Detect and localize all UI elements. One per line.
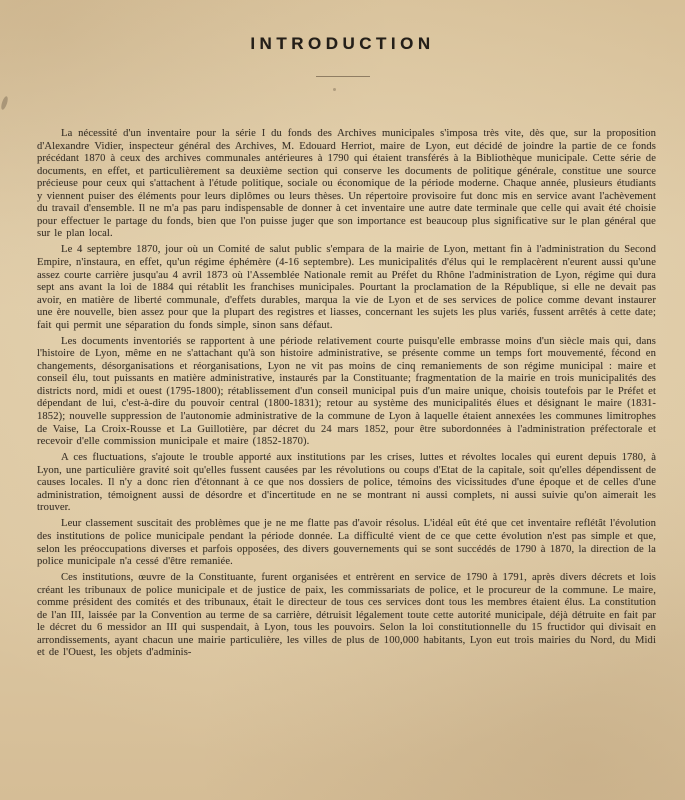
paragraph-5: Leur classement suscitait des problèmes que je ne me flatte pas d'avoir résolus. L'idéal eût été que cet inventaire reflétât l'évolution des institutions de police municipale pendant la période donnée. La difficulté vient de ce que cette évolution n'est pas simple et que, selon les préoccupations diverses et parfois opposées, des divers gouvernements qui se sont succédés de 1790 à 1870, la direction de la police municipale n'a cessé d'être remaniée. — [37, 518, 656, 568]
scan-artifact — [333, 88, 336, 91]
page-title: INTRODUCTION — [250, 34, 435, 53]
paragraph-1: La nécessité d'un inventaire pour la série I du fonds des Archives municipales s'imposa très vite, dès que, sur la proposition d'Alexandre Vidier, inspecteur général des Archives, M. Edouard Herriot, maire de Lyon, eut décidé de joindre la partie de ce fonds précédant 1870 à ceux des archives communales antérieures à 1790 qui étaient transférés à la Bibliothèque municipale. Cette série de documents, en effet, et particulièrement sa deuxième section qui conserve les documents de politique générale, constitue une source précieuse pour ceux qui s'attachent à l'étude politique, sociale ou économique de la période moderne. Chaque année, plusieurs étudiants y viennent puiser des éléments pour leurs diplômes ou leurs thèses. Un répertoire provisoire fut donc mis en service avant l'achèvement du travail d'ensemble. Il ne m'a pas paru indispensable de donner à cet inventaire une autre date terminale que celle qui avait été choisie pour effectuer le partage du fonds, bien que l'on puisse juger que son importance est beaucoup plus significative sur le plan général que sur le plan local. — [37, 128, 656, 240]
paragraph-6: Ces institutions, œuvre de la Constituante, furent organisées et entrèrent en service de 1790 à 1791, après divers décrets et lois créant les tribunaux de police municipale et de justice de paix, les commissariats de police, et le procureur de la commune. Le maire, comme président des comités et des tribunaux, était le directeur de tous ces services dont tous les membres étaient élus. La constitution de l'an III, laissée par la Convention au terme de sa carrière, détruisit légalement toute cette autorité municipale, déjà détruite en fait par le décret du 6 messidor an III qui suspendait, à Lyon, tous les pouvoirs. Selon la loi constitutionnelle du 15 fructidor qui divisait en arrondissements, ayant chacun une mairie particulière, les villes de plus de 100,000 habitants, Lyon eut trois mairies du Nord, du Midi et de l'Ouest, les objets d'adminis- — [37, 572, 656, 659]
paragraph-4: A ces fluctuations, s'ajoute le trouble apporté aux institutions par les crises, luttes et révoltes locales qui eurent depuis 1780, à Lyon, une particulière gravité soit qu'elles fussent causées par les révolutions ou coups d'Etat de la capitale, soit qu'elles dépendissent de causes locales. Il n'y a donc rien d'étonnant à ce que nos dossiers de police, témoins des vicissitudes d'une époque et de celles d'une administration, témoignent aussi de désordre et d'incertitude en ne se montrant ni aussi complets, ni aussi suivie qu'on aimerait les trouver. — [37, 452, 656, 514]
paragraph-3: Les documents inventoriés se rapportent à une période relativement courte puisqu'elle embrasse moins d'un siècle mais qui, dans l'histoire de Lyon, même en ne s'attachant qu'à son histoire administrative, se présente comme un temps fort mouvementé, fécond en changements, désorganisations et réorganisations, Lyon ne vit pas moins de cinq remaniements de son régime municipal : maire et conseil élu, tout puissants en matière administrative, instaurés par la Constituante; fragmentation de la mairie en trois municipalités des districts nord, midi et ouest (1795-1800); rétablissement d'un conseil municipal puis d'un maire unique, choisis toutefois par le Préfet et dépendant de lui, c'est-à-dire du pouvoir central (1800-1831); retour au système des municipalités élues et désignant le maire (1831-1852); nouvelle suppression de l'autonomie administrative de la commune de Lyon à laquelle étaient annexées les communes limitrophes de Vaise, La Croix-Rousse et La Guillotière, par décret du 24 mars 1852, pour être subordonnées à l'administration préfectorale et recevoir d'elle commission municipale et maire (1852-1870). — [37, 335, 656, 448]
document-body — [37, 128, 656, 663]
paragraph-2: Le 4 septembre 1870, jour où un Comité de salut public s'empara de la mairie de Lyon, mettant fin à l'administration du Second Empire, n'instaura, en effet, qu'un régime éphémère (4-16 septembre). Les municipalités d'élus qui le remplacèrent n'eurent aussi qu'une assez courte carrière jusqu'au 4 avril 1873 où l'Assemblée Nationale remit au Préfet du Rhône l'administration de Lyon, régime qui dura sept ans avant la loi de 1884 qui rétablit les franchises municipales. Pourtant la proclamation de la République, si elle ne devait pas avoir, en matière de liberté communale, d'effets durables, marqua la vie de Lyon et de ses services de police comme devant instaurer une ère nouvelle, bien assez pour que la plupart des registres et liasses, concernant les sujets les plus variés, fussent arrêtés à cette date; fait qui permit une séparation du fonds simple, sinon sans défaut. — [37, 244, 656, 331]
title-rule — [316, 76, 370, 77]
scan-artifact — [0, 96, 9, 111]
